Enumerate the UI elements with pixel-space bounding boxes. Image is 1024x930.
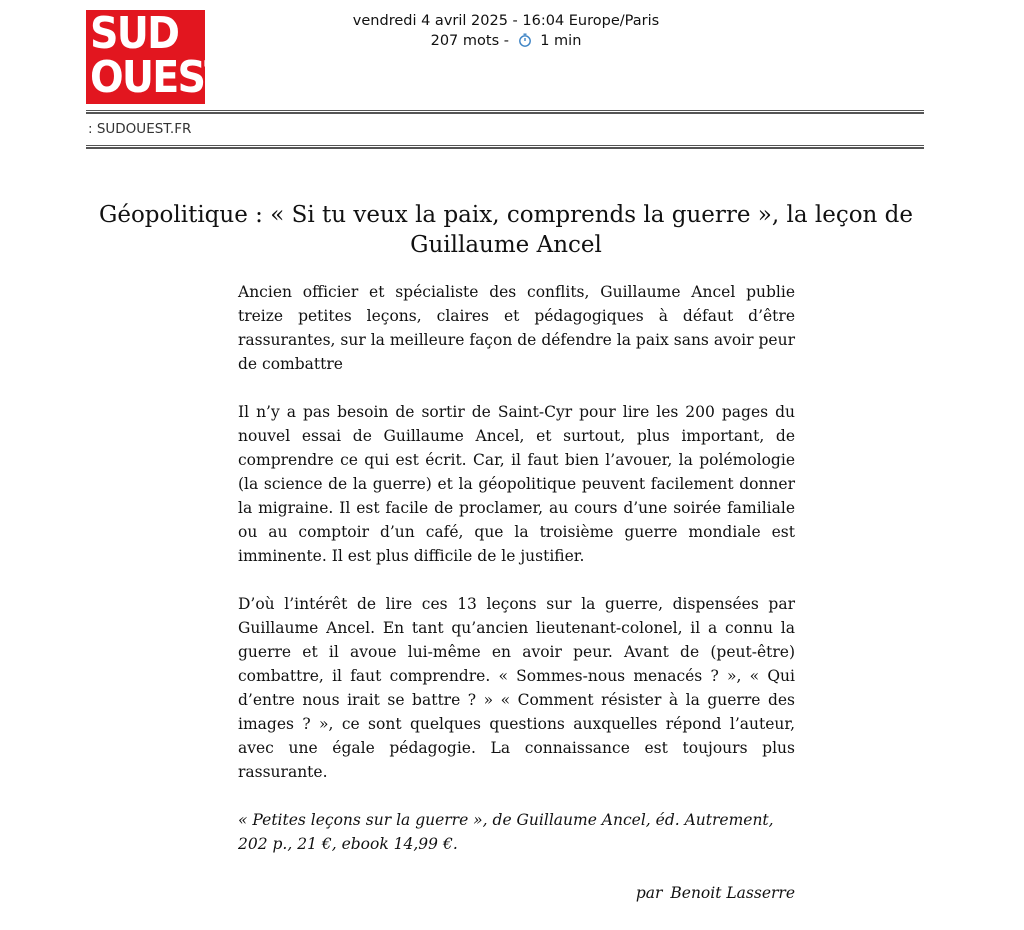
header-divider-top (86, 110, 924, 114)
byline-prefix: par (635, 884, 663, 902)
publication-datetime: vendredi 4 avril 2025 - 16:04 Europe/Paris (352, 13, 660, 29)
logo-line-2: OUEST (90, 52, 230, 103)
article-lead: Ancien officier et spécialiste des conflits, Guillaume Ancel publie treize petites leçons, claires et pédagogiques à défaut d’être rassurantes, sur la meilleure façon de défendre la paix sans avoir peur de combattre (238, 283, 795, 373)
byline (238, 881, 795, 905)
article-body (238, 280, 795, 880)
header-divider-bottom (86, 145, 924, 149)
author-name: Benoit Lasserre (670, 884, 795, 902)
article-meta (300, 11, 712, 51)
reading-time: 1 min (540, 33, 582, 49)
book-reference: « Petites leçons sur la guerre », de Guillaume Ancel, éd. Autrement, 202 p., 21 €, ebook 14,99 €. (238, 811, 774, 853)
reading-info (300, 31, 712, 51)
stopwatch-icon (518, 33, 532, 47)
sud-ouest-logo (86, 8, 230, 104)
logo-line-1: SUD (90, 8, 179, 59)
article-paragraph: Il n’y a pas besoin de sortir de Saint-Cyr pour lire les 200 pages du nouvel essai de Guillaume Ancel, et surtout, plus important, de comprendre ce qui est écrit. Car, il faut bien l’avouer, la polémologie (la science de la guerre) et la géopolitique peuvent facilement donner la migraine. Il est facile de proclamer, au cours d’une soirée familiale ou au comptoir d’un café, que la troisième guerre mondiale est imminente. Il est plus difficile de le justifier. (238, 403, 795, 565)
article-title: Géopolitique : « Si tu veux la paix, comprends la guerre », la leçon de Guillaume Ancel (98, 202, 914, 258)
word-count: 207 mots - (430, 33, 509, 49)
article-paragraph: D’où l’intérêt de lire ces 13 leçons sur la guerre, dispensées par Guillaume Ancel. En tant qu’ancien lieutenant-colonel, il a connu la guerre et il avoue lui-même en avoir peur. Avant de (peut-être) combattre, il faut comprendre. « Sommes-nous menacés ? », « Qui d’entre nous irait se battre ? » « Comment résister à la guerre des images ? », ce sont quelques questions auxquelles répond l’auteur, avec une égale pédagogie. La connaissance est toujours plus rassurante. (238, 595, 795, 781)
source-label: : SUDOUEST.FR (88, 121, 192, 137)
